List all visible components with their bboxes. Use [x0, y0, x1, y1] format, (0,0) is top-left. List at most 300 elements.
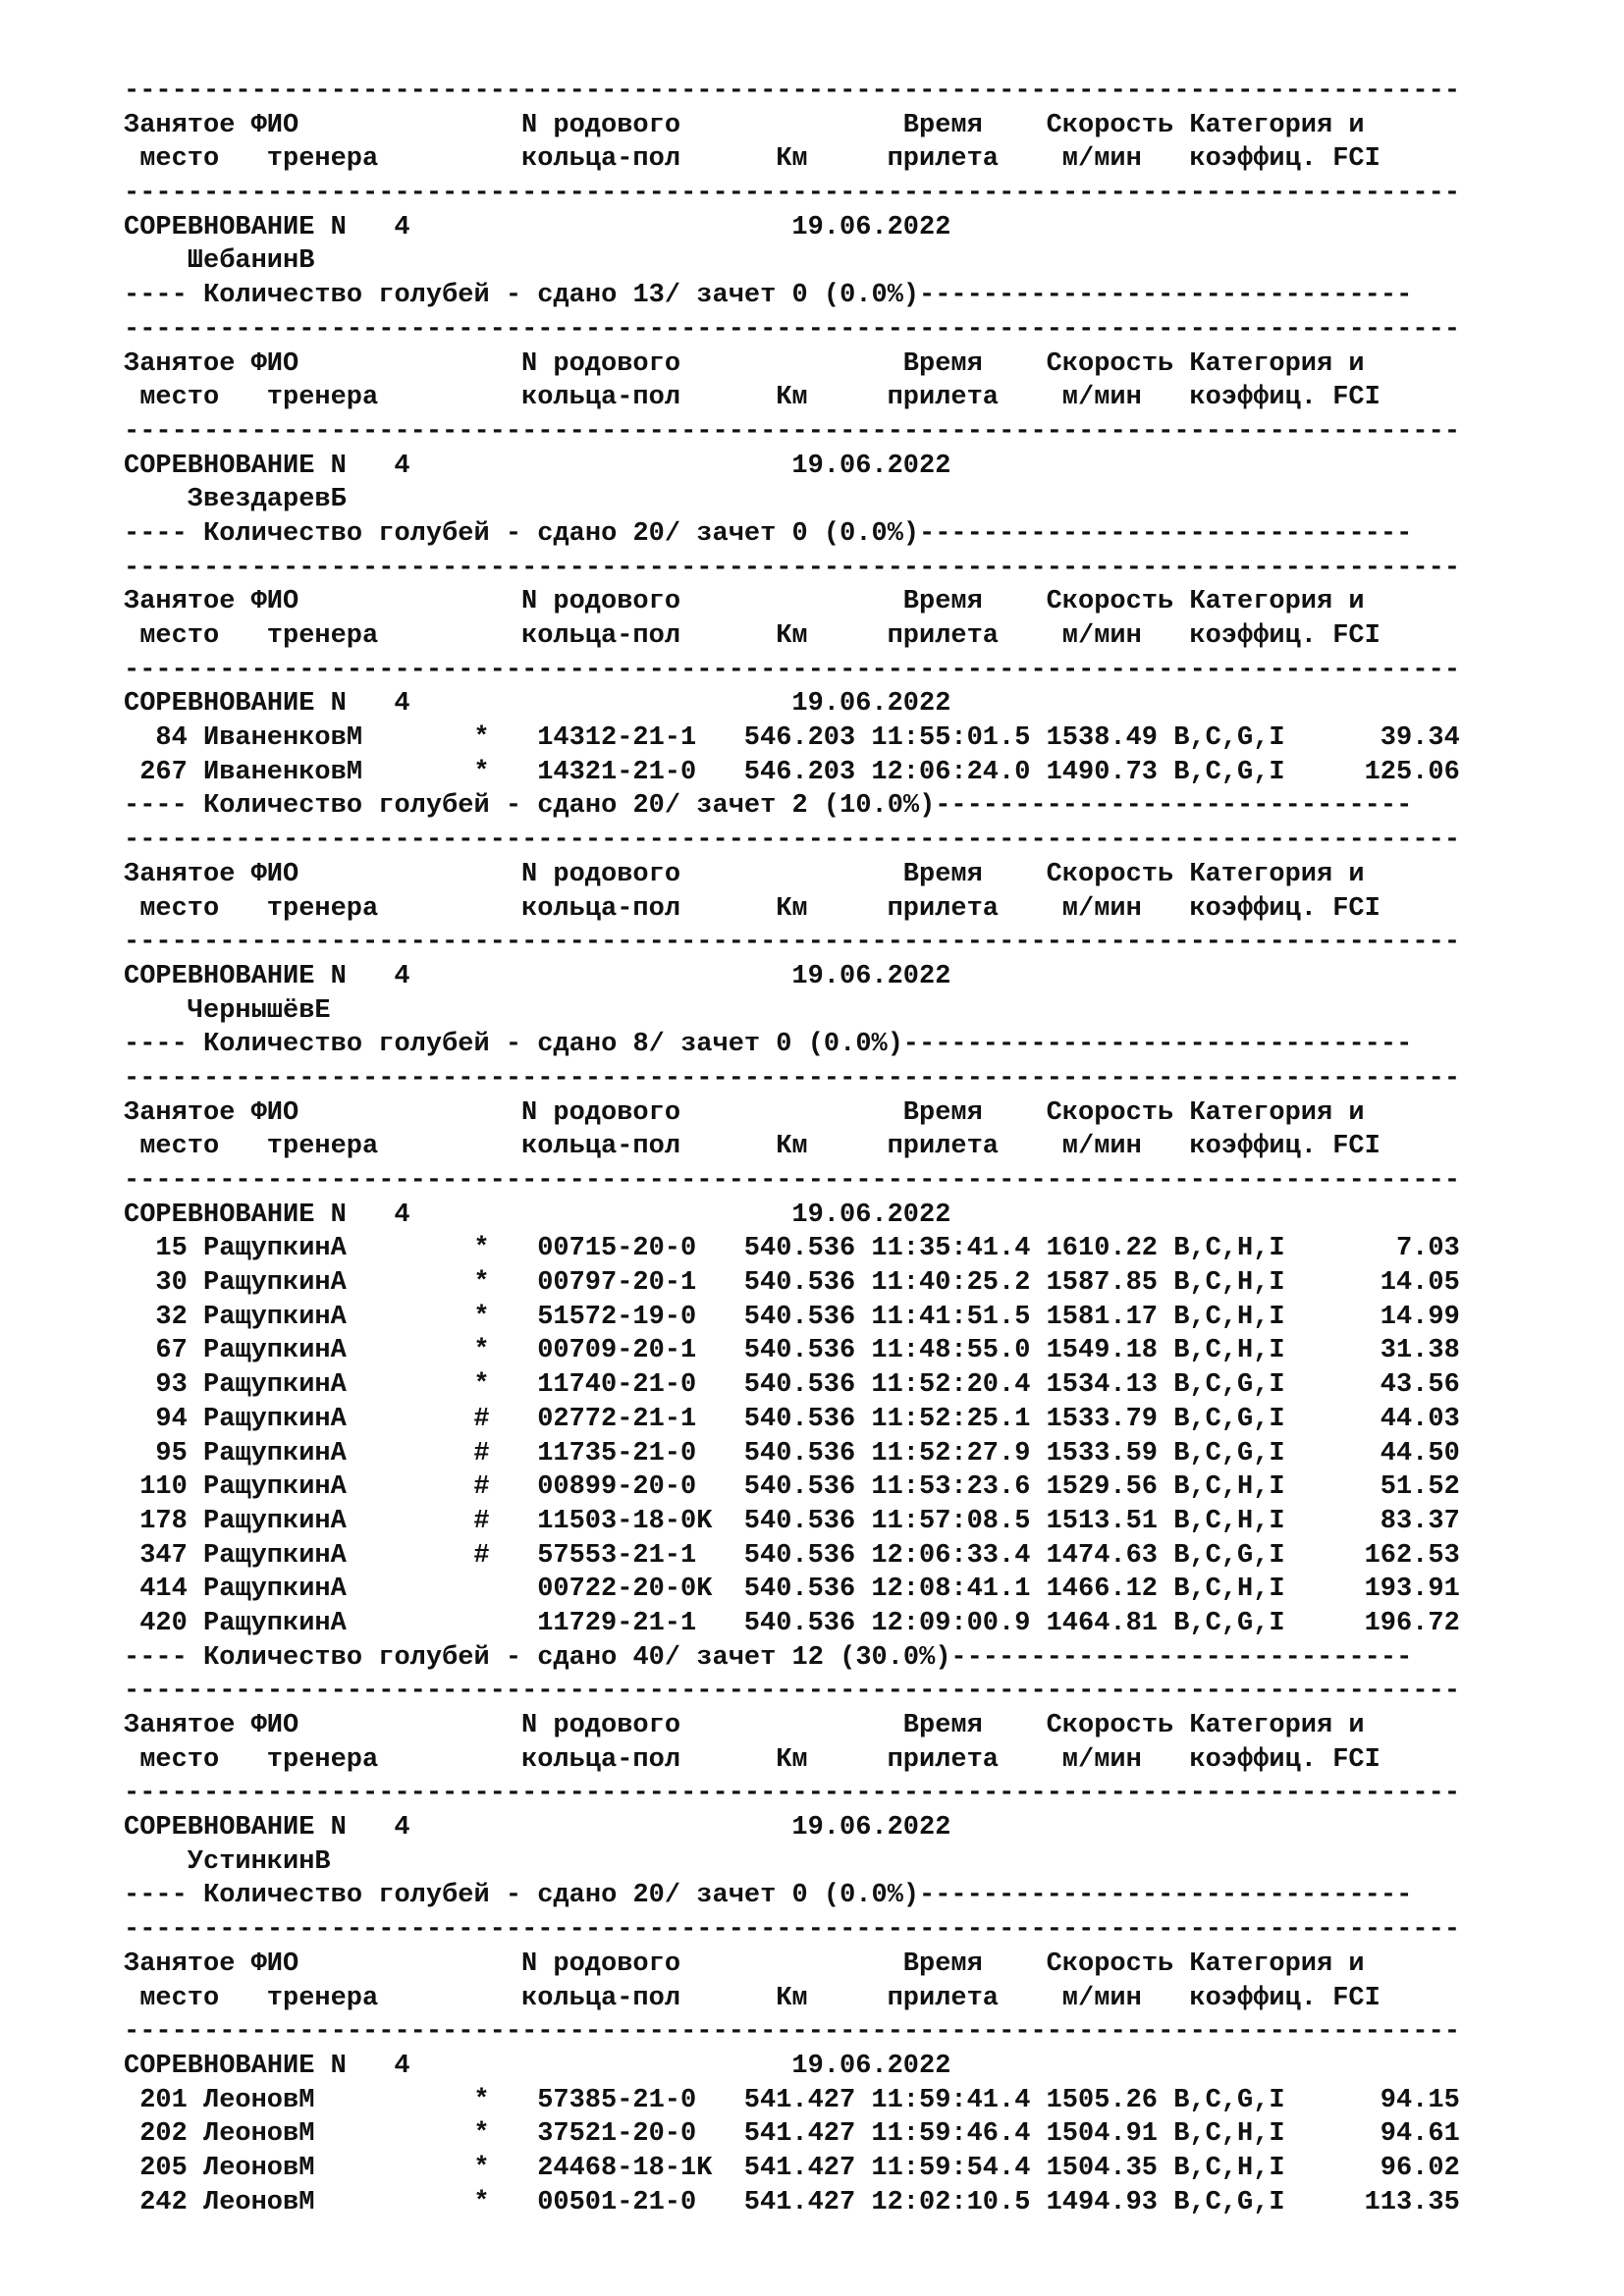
rule-line [124, 1675, 1597, 1709]
category: B,C,H,I [1173, 1472, 1285, 1503]
place: 110 [139, 1472, 188, 1503]
header-category: Категория и [1189, 110, 1365, 140]
arrival-time: 11:52:25.1 [871, 1404, 1031, 1434]
header-row-2 [124, 1130, 1597, 1164]
fci-coefficient: 39.34 [1380, 723, 1460, 754]
header-row-1 [124, 109, 1597, 143]
speed: 1587.85 [1046, 1268, 1159, 1299]
header-name: ФИО [250, 1711, 299, 1740]
competition-date: 19.06.2022 [791, 1813, 951, 1843]
arrival-time: 11:40:25.2 [871, 1268, 1031, 1299]
table-row [124, 1505, 1597, 1539]
competition-label: СОРЕВНОВАНИЕ N [124, 1813, 347, 1843]
header-km: Км [776, 144, 808, 175]
header-row-1 [124, 347, 1597, 382]
mark: * [473, 723, 490, 754]
mark: * [473, 757, 490, 787]
speed: 1538.49 [1046, 723, 1159, 754]
header-speed-2: м/мин [1061, 144, 1142, 175]
header-time: Время [902, 1711, 983, 1740]
header-category: Категория и [1189, 587, 1365, 617]
header-place-2: место [139, 1132, 220, 1162]
distance-km: 540.536 [743, 1438, 856, 1468]
header-speed-2: м/мин [1061, 621, 1142, 651]
mark: * [473, 2085, 490, 2115]
trainer: ЛеоновМ [203, 2187, 315, 2217]
header-time-2: прилета [887, 1132, 1000, 1162]
results-document [124, 75, 1597, 2219]
header-ring-2: кольца-пол [521, 1983, 681, 2013]
trainer-name: ЗвездаревБ [187, 485, 347, 515]
divider: ------------------------------------------------------------------------------------ [124, 1915, 1461, 1946]
trainer-name: ЧернышёвЕ [187, 995, 331, 1026]
category: B,C,H,I [1173, 1575, 1285, 1605]
category: B,C,G,I [1173, 2085, 1285, 2115]
fci-coefficient: 94.61 [1380, 2119, 1460, 2150]
header-ring-2: кольца-пол [521, 144, 681, 175]
arrival-time: 11:53:23.6 [871, 1472, 1031, 1503]
place: 93 [155, 1370, 188, 1401]
fci-coefficient: 196.72 [1364, 1608, 1460, 1638]
place: 347 [139, 1540, 188, 1571]
distance-km: 540.536 [743, 1336, 856, 1366]
header-name: ФИО [250, 859, 299, 889]
distance-km: 540.536 [743, 1268, 856, 1299]
header-time: Время [902, 859, 983, 889]
header-place-2: место [139, 1983, 220, 2013]
place: 67 [155, 1336, 188, 1366]
competition-label: СОРЕВНОВАНИЕ N [124, 1200, 347, 1230]
header-category-2: коэффиц. FCI [1189, 144, 1380, 175]
table-row [124, 1334, 1597, 1368]
mark: # [473, 1404, 490, 1434]
table-row [124, 721, 1597, 756]
summary-row [124, 517, 1597, 552]
header-ring: N родового [521, 348, 681, 379]
category: B,C,H,I [1173, 2153, 1285, 2183]
table-row [124, 1470, 1597, 1505]
ring-number: 11740-21-0 [537, 1370, 697, 1401]
speed: 1490.73 [1046, 757, 1159, 787]
competition-number: 4 [394, 2051, 410, 2081]
header-category-2: коэффиц. FCI [1189, 1132, 1380, 1162]
table-row [124, 1403, 1597, 1437]
competition-row [124, 1199, 1597, 1233]
speed: 1581.17 [1046, 1302, 1159, 1332]
header-speed-2: м/мин [1061, 383, 1142, 413]
arrival-time: 11:52:20.4 [871, 1370, 1031, 1401]
fci-coefficient: 193.91 [1364, 1575, 1460, 1605]
header-place: Занятое [124, 859, 236, 889]
ring-number: 00899-20-0 [537, 1472, 697, 1503]
ring-number: 51572-19-0 [537, 1302, 697, 1332]
header-category-2: коэффиц. FCI [1189, 383, 1380, 413]
header-place: Занятое [124, 348, 236, 379]
arrival-time: 11:55:01.5 [871, 723, 1031, 754]
header-speed-2: м/мин [1061, 1983, 1142, 2013]
ring-number: 37521-20-0 [537, 2119, 697, 2150]
category: B,C,G,I [1173, 2187, 1285, 2217]
header-name: ФИО [250, 587, 299, 617]
summary-row [124, 1641, 1597, 1676]
fci-coefficient: 125.06 [1364, 757, 1460, 787]
mark: * [473, 2187, 490, 2217]
divider: ------------------------------------------------------------------------------------ [124, 314, 1461, 345]
rule-line [124, 313, 1597, 347]
summary-tail: ------------------------------- [919, 281, 1413, 311]
header-name: ФИО [250, 1949, 299, 1979]
trainer: ИваненковМ [203, 757, 363, 787]
ring-number: 11735-21-0 [537, 1438, 697, 1468]
competition-row [124, 960, 1597, 994]
header-row-2 [124, 619, 1597, 654]
trainer: РащупкинА [203, 1472, 347, 1503]
trainer: РащупкинА [203, 1268, 347, 1299]
speed: 1533.59 [1046, 1438, 1159, 1468]
ring-number: 02772-21-1 [537, 1404, 697, 1434]
header-speed: Скорость [1046, 1711, 1174, 1740]
competition-row [124, 2050, 1597, 2084]
header-name: ФИО [250, 110, 299, 140]
place: 420 [139, 1608, 188, 1638]
header-category: Категория и [1189, 1949, 1365, 1979]
arrival-time: 11:52:27.9 [871, 1438, 1031, 1468]
header-ring: N родового [521, 587, 681, 617]
competition-date: 19.06.2022 [791, 451, 951, 481]
mark: * [473, 1336, 490, 1366]
header-category-2: коэффиц. FCI [1189, 893, 1380, 924]
arrival-time: 11:57:08.5 [871, 1506, 1031, 1536]
table-row [124, 1437, 1597, 1471]
table-row [124, 1266, 1597, 1301]
header-name-2: тренера [266, 893, 379, 924]
competition-row [124, 687, 1597, 721]
header-name-2: тренера [266, 1132, 379, 1162]
header-speed: Скорость [1046, 1949, 1174, 1979]
place: 84 [155, 723, 188, 754]
trainer: РащупкинА [203, 1336, 347, 1366]
header-row-1 [124, 1096, 1597, 1131]
place: 414 [139, 1575, 188, 1605]
header-ring: N родового [521, 110, 681, 140]
fci-coefficient: 51.52 [1380, 1472, 1460, 1503]
header-ring: N родового [521, 1097, 681, 1128]
rule-line [124, 75, 1597, 109]
header-category: Категория и [1189, 1097, 1365, 1128]
speed: 1466.12 [1046, 1575, 1159, 1605]
rule-line [124, 415, 1597, 450]
trainer-row [124, 244, 1597, 279]
header-time: Время [902, 587, 983, 617]
summary-text: ---- Количество голубей - сдано 20/ зачет 0 (0.0%) [124, 518, 920, 549]
header-speed: Скорость [1046, 859, 1174, 889]
header-place-2: место [139, 144, 220, 175]
divider: ------------------------------------------------------------------------------------ [124, 1166, 1461, 1196]
distance-km: 540.536 [743, 1302, 856, 1332]
header-name-2: тренера [266, 621, 379, 651]
category: B,C,G,I [1173, 1608, 1285, 1638]
trainer: РащупкинА [203, 1370, 347, 1401]
header-speed: Скорость [1046, 587, 1174, 617]
header-place: Занятое [124, 1949, 236, 1979]
header-speed-2: м/мин [1061, 1744, 1142, 1775]
header-row-2 [124, 381, 1597, 415]
distance-km: 540.536 [743, 1234, 856, 1264]
ring-number: 00722-20-0K [537, 1575, 713, 1605]
speed: 1549.18 [1046, 1336, 1159, 1366]
divider: ------------------------------------------------------------------------------------ [124, 826, 1461, 856]
header-km: Км [776, 1132, 808, 1162]
ring-number: 00709-20-1 [537, 1336, 697, 1366]
speed: 1513.51 [1046, 1506, 1159, 1536]
ring-number: 57385-21-0 [537, 2085, 697, 2115]
table-row [124, 2152, 1597, 2186]
mark: # [473, 1438, 490, 1468]
distance-km: 546.203 [743, 723, 856, 754]
ring-number: 57553-21-1 [537, 1540, 697, 1571]
fci-coefficient: 44.50 [1380, 1438, 1460, 1468]
arrival-time: 11:59:46.4 [871, 2119, 1031, 2150]
header-name-2: тренера [266, 1983, 379, 2013]
header-row-2 [124, 1743, 1597, 1778]
header-time: Время [902, 348, 983, 379]
competition-label: СОРЕВНОВАНИЕ N [124, 689, 347, 720]
category: B,C,H,I [1173, 2119, 1285, 2150]
speed: 1533.79 [1046, 1404, 1159, 1434]
place: 30 [155, 1268, 188, 1299]
arrival-time: 12:06:24.0 [871, 757, 1031, 787]
header-name-2: тренера [266, 383, 379, 413]
header-ring-2: кольца-пол [521, 383, 681, 413]
header-time: Время [902, 1949, 983, 1979]
header-place: Занятое [124, 587, 236, 617]
competition-number: 4 [394, 961, 410, 991]
place: 95 [155, 1438, 188, 1468]
arrival-time: 12:08:41.1 [871, 1575, 1031, 1605]
competition-label: СОРЕВНОВАНИЕ N [124, 961, 347, 991]
place: 267 [139, 757, 188, 787]
fci-coefficient: 113.35 [1364, 2187, 1460, 2217]
header-category-2: коэффиц. FCI [1189, 1744, 1380, 1775]
mark: * [473, 2153, 490, 2183]
summary-text: ---- Количество голубей - сдано 40/ зачет 12 (30.0%) [124, 1642, 951, 1673]
rule-line [124, 177, 1597, 211]
trainer-row [124, 483, 1597, 517]
trainer-row [124, 994, 1597, 1029]
distance-km: 540.536 [743, 1370, 856, 1401]
table-row [124, 2186, 1597, 2220]
rule-line [124, 926, 1597, 960]
table-row [124, 1368, 1597, 1403]
competition-date: 19.06.2022 [791, 961, 951, 991]
mark: * [473, 1302, 490, 1332]
divider: ------------------------------------------------------------------------------------ [124, 655, 1461, 685]
trainer: РащупкинА [203, 1404, 347, 1434]
summary-row [124, 1879, 1597, 1913]
competition-date: 19.06.2022 [791, 1200, 951, 1230]
category: B,C,G,I [1173, 1370, 1285, 1401]
header-row-2 [124, 892, 1597, 927]
header-time: Время [902, 110, 983, 140]
competition-number: 4 [394, 689, 410, 720]
header-km: Км [776, 893, 808, 924]
summary-tail: ------------------------------- [919, 518, 1413, 549]
trainer: РащупкинА [203, 1540, 347, 1571]
header-name: ФИО [250, 1097, 299, 1128]
competition-row [124, 1811, 1597, 1845]
summary-row [124, 789, 1597, 824]
place: 94 [155, 1404, 188, 1434]
header-ring: N родового [521, 1949, 681, 1979]
speed: 1534.13 [1046, 1370, 1159, 1401]
rule-line [124, 1164, 1597, 1199]
distance-km: 546.203 [743, 757, 856, 787]
divider: ------------------------------------------------------------------------------------ [124, 2017, 1461, 2048]
header-time-2: прилета [887, 383, 1000, 413]
divider: ------------------------------------------------------------------------------------ [124, 1677, 1461, 1707]
arrival-time: 12:09:00.9 [871, 1608, 1031, 1638]
header-ring-2: кольца-пол [521, 893, 681, 924]
summary-text: ---- Количество голубей - сдано 20/ зачет 2 (10.0%) [124, 791, 936, 822]
place: 242 [139, 2187, 188, 2217]
rule-line [124, 654, 1597, 688]
mark: * [473, 2119, 490, 2150]
header-row-1 [124, 858, 1597, 892]
mark: # [473, 1472, 490, 1503]
header-ring-2: кольца-пол [521, 1744, 681, 1775]
header-place: Занятое [124, 1711, 236, 1740]
table-row [124, 1573, 1597, 1607]
fci-coefficient: 44.03 [1380, 1404, 1460, 1434]
arrival-time: 11:48:55.0 [871, 1336, 1031, 1366]
table-row [124, 756, 1597, 790]
header-place: Занятое [124, 1097, 236, 1128]
trainer: ЛеоновМ [203, 2085, 315, 2115]
summary-tail: ----------------------------- [950, 1642, 1413, 1673]
summary-row [124, 1028, 1597, 1062]
distance-km: 540.536 [743, 1472, 856, 1503]
header-km: Км [776, 1983, 808, 2013]
competition-number: 4 [394, 212, 410, 242]
table-row [124, 1301, 1597, 1335]
speed: 1474.63 [1046, 1540, 1159, 1571]
competition-label: СОРЕВНОВАНИЕ N [124, 451, 347, 481]
header-speed: Скорость [1046, 1097, 1174, 1128]
header-row-1 [124, 1948, 1597, 1982]
divider: ------------------------------------------------------------------------------------ [124, 1063, 1461, 1094]
trainer: РащупкинА [203, 1234, 347, 1264]
arrival-time: 11:59:54.4 [871, 2153, 1031, 2183]
header-speed-2: м/мин [1061, 893, 1142, 924]
header-ring-2: кольца-пол [521, 621, 681, 651]
speed: 1529.56 [1046, 1472, 1159, 1503]
category: B,C,G,I [1173, 1438, 1285, 1468]
header-km: Км [776, 383, 808, 413]
mark: # [473, 1540, 490, 1571]
ring-number: 14321-21-0 [537, 757, 697, 787]
divider: ------------------------------------------------------------------------------------ [124, 416, 1461, 447]
header-ring: N родового [521, 1711, 681, 1740]
header-row-1 [124, 1709, 1597, 1743]
header-place-2: место [139, 1744, 220, 1775]
arrival-time: 11:35:41.4 [871, 1234, 1031, 1264]
summary-tail: ------------------------------ [935, 791, 1413, 822]
divider: ------------------------------------------------------------------------------------ [124, 77, 1461, 106]
mark: * [473, 1268, 490, 1299]
trainer-name: УстинкинВ [187, 1846, 331, 1877]
header-row-2 [124, 142, 1597, 177]
table-row [124, 2117, 1597, 2152]
competition-number: 4 [394, 1813, 410, 1843]
fci-coefficient: 43.56 [1380, 1370, 1460, 1401]
summary-tail: -------------------------------- [902, 1030, 1413, 1060]
summary-text: ---- Количество голубей - сдано 20/ зачет 0 (0.0%) [124, 1881, 920, 1911]
competition-number: 4 [394, 451, 410, 481]
distance-km: 541.427 [743, 2187, 856, 2217]
arrival-time: 11:41:51.5 [871, 1302, 1031, 1332]
fci-coefficient: 96.02 [1380, 2153, 1460, 2183]
trainer: РащупкинА [203, 1438, 347, 1468]
distance-km: 541.427 [743, 2085, 856, 2115]
distance-km: 540.536 [743, 1575, 856, 1605]
summary-row [124, 279, 1597, 313]
header-category-2: коэффиц. FCI [1189, 621, 1380, 651]
header-time-2: прилета [887, 144, 1000, 175]
competition-date: 19.06.2022 [791, 2051, 951, 2081]
competition-number: 4 [394, 1200, 410, 1230]
ring-number: 14312-21-1 [537, 723, 697, 754]
competition-label: СОРЕВНОВАНИЕ N [124, 212, 347, 242]
trainer-row [124, 1845, 1597, 1880]
category: B,C,G,I [1173, 723, 1285, 754]
fci-coefficient: 31.38 [1380, 1336, 1460, 1366]
fci-coefficient: 83.37 [1380, 1506, 1460, 1536]
rule-line [124, 1777, 1597, 1811]
trainer: РащупкинА [203, 1575, 347, 1605]
header-place-2: место [139, 893, 220, 924]
ring-number: 24468-18-1K [537, 2153, 713, 2183]
rule-line [124, 1062, 1597, 1096]
summary-text: ---- Количество голубей - сдано 8/ зачет 0 (0.0%) [124, 1030, 903, 1060]
header-time-2: прилета [887, 621, 1000, 651]
rule-line [124, 1913, 1597, 1948]
header-speed: Скорость [1046, 348, 1174, 379]
trainer: РащупкинА [203, 1506, 347, 1536]
fci-coefficient: 14.05 [1380, 1268, 1460, 1299]
header-time: Время [902, 1097, 983, 1128]
fci-coefficient: 7.03 [1395, 1234, 1460, 1264]
rule-line [124, 2015, 1597, 2050]
header-name-2: тренера [266, 144, 379, 175]
category: B,C,G,I [1173, 1404, 1285, 1434]
header-time-2: прилета [887, 1744, 1000, 1775]
header-place: Занятое [124, 110, 236, 140]
fci-coefficient: 14.99 [1380, 1302, 1460, 1332]
arrival-time: 12:02:10.5 [871, 2187, 1031, 2217]
category: B,C,G,I [1173, 1540, 1285, 1571]
header-km: Км [776, 1744, 808, 1775]
competition-date: 19.06.2022 [791, 689, 951, 720]
header-category: Категория и [1189, 859, 1365, 889]
mark: * [473, 1234, 490, 1264]
distance-km: 541.427 [743, 2119, 856, 2150]
competition-row [124, 211, 1597, 245]
place: 205 [139, 2153, 188, 2183]
place: 202 [139, 2119, 188, 2150]
category: B,C,H,I [1173, 1506, 1285, 1536]
ring-number: 00715-20-0 [537, 1234, 697, 1264]
place: 32 [155, 1302, 188, 1332]
